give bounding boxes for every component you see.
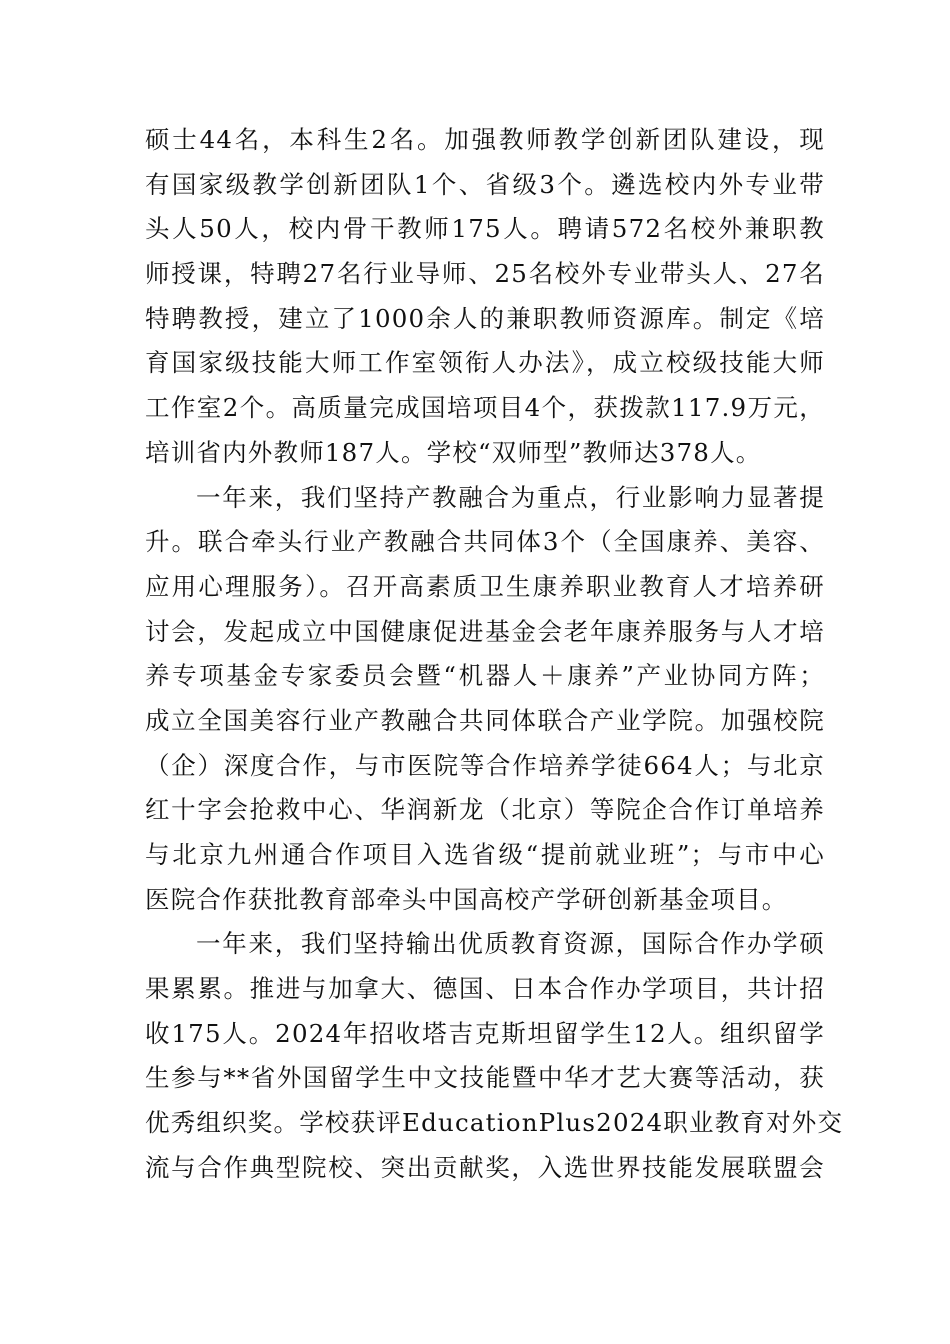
text-line: 升。联合牵头行业产教融合共同体3个（全国康养、美容、 — [145, 527, 825, 557]
text-line: 应用心理服务）。召开高素质卫生康养职业教育人才培养研 — [145, 571, 825, 601]
text-line: 优秀组织奖。学校获评EducationPlus2024职业教育对外交 — [145, 1108, 844, 1138]
text-line: （企）深度合作，与市医院等合作培养学徒664人；与北京 — [145, 750, 825, 780]
text-line: 生参与**省外国留学生中文技能暨中华才艺大赛等活动，获 — [145, 1063, 825, 1093]
text-line: 师授课，特聘27名行业导师、25名校外专业带头人、27名 — [145, 259, 825, 289]
paragraph-industry-integration — [145, 476, 825, 923]
text-line: 红十字会抢救中心、华润新龙（北京）等院企合作订单培养 — [145, 795, 825, 825]
text-line: 医院合作获批教育部牵头中国高校产学研创新基金项目。 — [145, 884, 788, 914]
document-body — [145, 118, 844, 1191]
paragraph-teacher-team — [145, 118, 825, 476]
text-line: 流与合作典型院校、突出贡献奖，入选世界技能发展联盟会 — [145, 1152, 825, 1182]
text-line: 育国家级技能大师工作室领衔人办法》，成立校级技能大师 — [145, 348, 825, 378]
text-line: 养专项基金专家委员会暨“机器人＋康养”产业协同方阵； — [145, 661, 825, 691]
text-line: 有国家级教学创新团队1个、省级3个。遴选校内外专业带 — [145, 169, 825, 199]
paragraph-international-cooperation — [145, 922, 844, 1190]
text-line: 与北京九州通合作项目入选省级“提前就业班”；与市中心 — [145, 840, 825, 869]
text-line: 讨会，发起成立中国健康促进基金会老年康养服务与人才培 — [145, 616, 825, 646]
text-line: 成立全国美容行业产教融合共同体联合产业学院。加强校院 — [145, 705, 825, 735]
text-line: 特聘教授，建立了1000余人的兼职教师资源库。制定《培 — [145, 303, 825, 333]
text-line: 硕士44名，本科生2名。加强教师教学创新团队建设，现 — [145, 125, 825, 154]
text-line: 头人50人，校内骨干教师175人。聘请572名校外兼职教 — [145, 214, 825, 244]
text-line: 收175人。2024年招收塔吉克斯坦留学生12人。组织留学 — [145, 1018, 825, 1048]
text-line: 果累累。推进与加拿大、德国、日本合作办学项目，共计招 — [145, 974, 825, 1004]
text-line: 一年来，我们坚持输出优质教育资源，国际合作办学硕 — [196, 929, 825, 959]
text-line: 培训省内外教师187人。学校“双师型”教师达378人。 — [145, 437, 762, 467]
text-line: 工作室2个。高质量完成国培项目4个，获拨款117.9万元， — [145, 393, 825, 423]
text-line: 一年来，我们坚持产教融合为重点，行业影响力显著提 — [196, 482, 825, 512]
